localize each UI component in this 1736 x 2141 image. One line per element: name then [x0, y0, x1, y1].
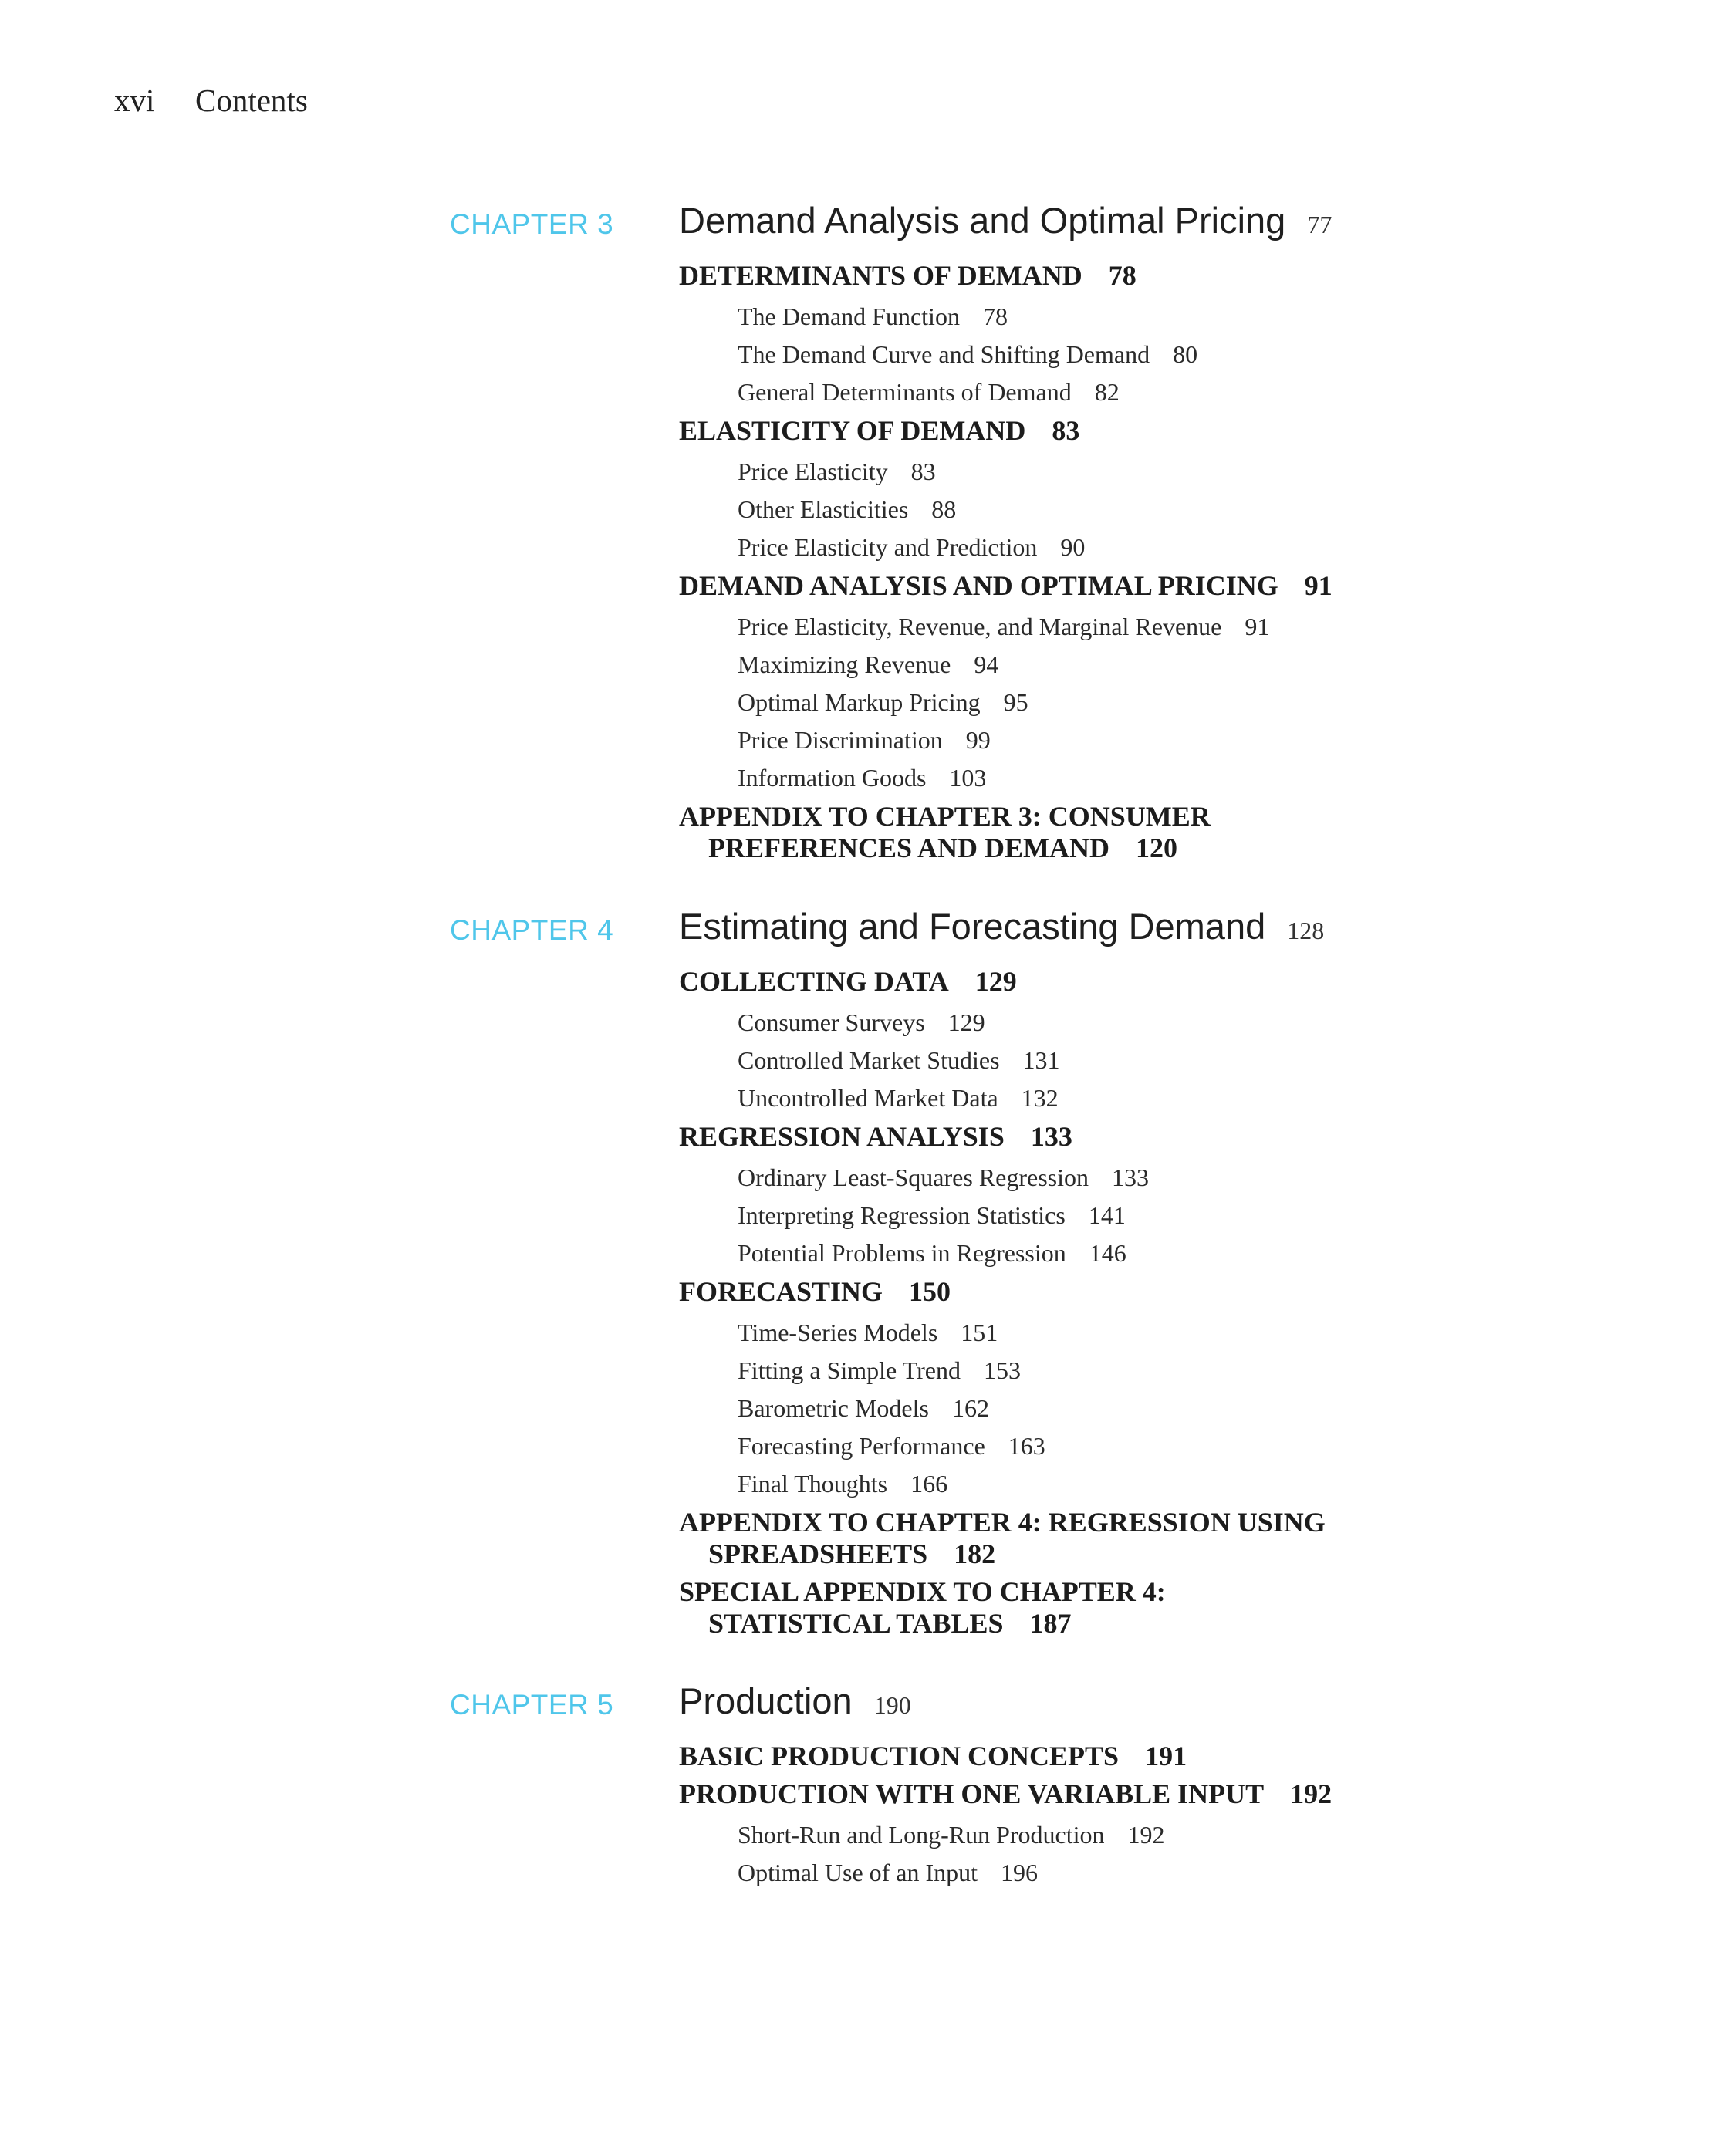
section-heading — [679, 1778, 1341, 1810]
topic-title: Price Discrimination — [738, 726, 943, 754]
chapter-content — [679, 905, 1682, 1646]
section-heading — [679, 1576, 1341, 1640]
topic-title: Time-Series Models — [738, 1319, 938, 1346]
section-title: FORECASTING — [679, 1276, 883, 1307]
topic-title: Maximizing Revenue — [738, 650, 951, 678]
topic-entry — [679, 1079, 1682, 1117]
section-page-number: 91 — [1304, 570, 1332, 601]
chapter-page-number: 128 — [1287, 917, 1325, 944]
topic-page-number: 80 — [1173, 340, 1198, 368]
topic-title: Controlled Market Studies — [738, 1046, 1000, 1074]
section-heading — [679, 570, 1341, 602]
topic-title: Price Elasticity and Prediction — [738, 533, 1038, 561]
topic-page-number: 83 — [910, 458, 936, 485]
section-title: PRODUCTION WITH ONE VARIABLE INPUT — [679, 1778, 1265, 1809]
topic-entry — [679, 528, 1682, 566]
topic-page-number: 153 — [983, 1356, 1021, 1384]
chapter-label: CHAPTER 4 — [450, 914, 614, 946]
topic-entry — [679, 1159, 1682, 1197]
topic-title: Price Elasticity — [738, 458, 888, 485]
topic-title: The Demand Curve and Shifting Demand — [738, 340, 1150, 368]
topic-entry — [679, 491, 1682, 528]
topic-title: Potential Problems in Regression — [738, 1239, 1066, 1267]
topic-title: Forecasting Performance — [738, 1432, 985, 1460]
section-page-number: 191 — [1145, 1741, 1187, 1771]
section-title: DETERMINANTS OF DEMAND — [679, 260, 1082, 291]
section-heading — [679, 1507, 1341, 1570]
topic-page-number: 103 — [949, 764, 987, 792]
topic-page-number: 151 — [961, 1319, 998, 1346]
topic-entry — [679, 453, 1682, 491]
section-page-number: 187 — [1029, 1608, 1072, 1639]
topic-page-number: 141 — [1088, 1201, 1126, 1229]
section-page-number: 133 — [1030, 1121, 1072, 1152]
section-title: COLLECTING DATA — [679, 966, 949, 997]
topic-title: Information Goods — [738, 764, 927, 792]
topic-entry — [679, 373, 1682, 411]
topic-entry — [679, 336, 1682, 373]
topic-entry — [679, 1197, 1682, 1234]
topic-entry — [679, 1234, 1682, 1272]
section-heading — [679, 1741, 1341, 1772]
section-heading — [679, 966, 1341, 998]
section-page-number: 83 — [1052, 415, 1080, 446]
topic-page-number: 88 — [931, 495, 957, 523]
topic-page-number: 192 — [1127, 1821, 1165, 1849]
topic-entry — [679, 1465, 1682, 1503]
topic-entry — [679, 1854, 1682, 1892]
section-heading — [679, 1121, 1341, 1153]
topic-entry — [679, 1352, 1682, 1390]
topic-entry — [679, 1042, 1682, 1079]
chapter-title-text: Estimating and Forecasting Demand — [679, 906, 1266, 947]
topic-page-number: 78 — [982, 302, 1008, 330]
topic-entry — [679, 1427, 1682, 1465]
section-heading — [679, 1276, 1341, 1308]
topic-title: Barometric Models — [738, 1394, 929, 1422]
topic-page-number: 131 — [1022, 1046, 1060, 1074]
topic-entry — [679, 759, 1682, 797]
topic-page-number: 95 — [1003, 688, 1028, 716]
topic-page-number: 162 — [951, 1394, 989, 1422]
chapter-title — [679, 1680, 1682, 1737]
topic-title: Short-Run and Long-Run Production — [738, 1821, 1105, 1849]
chapter-label: CHAPTER 5 — [450, 1689, 614, 1721]
topic-title: Consumer Surveys — [738, 1008, 925, 1036]
section-title: APPENDIX TO CHAPTER 3: CONSUMER PREFERENCES AND DEMAND — [679, 801, 1211, 863]
topic-page-number: 90 — [1060, 533, 1086, 561]
section-page-number: 182 — [954, 1538, 996, 1569]
topic-entry — [679, 298, 1682, 336]
topic-title: Optimal Use of an Input — [738, 1859, 978, 1886]
topic-title: Price Elasticity, Revenue, and Marginal Revenue — [738, 613, 1222, 640]
topic-page-number: 132 — [1021, 1084, 1059, 1112]
topic-title: Uncontrolled Market Data — [738, 1084, 998, 1112]
topic-page-number: 99 — [965, 726, 991, 754]
topic-entry — [679, 608, 1682, 646]
topic-title: Interpreting Regression Statistics — [738, 1201, 1066, 1229]
topic-entry — [679, 684, 1682, 721]
chapter-title-text: Demand Analysis and Optimal Pricing — [679, 200, 1286, 241]
chapter-page-number: 77 — [1307, 211, 1332, 238]
topic-entry — [679, 1314, 1682, 1352]
section-page-number: 120 — [1136, 832, 1178, 863]
section-heading — [679, 801, 1341, 864]
topic-page-number: 82 — [1094, 378, 1120, 406]
topic-page-number: 166 — [910, 1470, 948, 1498]
chapter-content — [679, 199, 1682, 870]
chapter-label: CHAPTER 3 — [450, 208, 614, 240]
topic-page-number: 94 — [974, 650, 999, 678]
section-title: DEMAND ANALYSIS AND OPTIMAL PRICING — [679, 570, 1278, 601]
topic-title: Other Elasticities — [738, 495, 909, 523]
section-heading — [679, 415, 1341, 447]
section-page-number: 192 — [1290, 1778, 1332, 1809]
section-title: ELASTICITY OF DEMAND — [679, 415, 1026, 446]
running-head — [114, 80, 308, 120]
section-title: APPENDIX TO CHAPTER 4: REGRESSION USING SPREADSHEETS — [679, 1507, 1326, 1569]
topic-title: Final Thoughts — [738, 1470, 888, 1498]
chapter-title-text: Production — [679, 1680, 853, 1721]
topic-title: Fitting a Simple Trend — [738, 1356, 961, 1384]
topic-entry — [679, 646, 1682, 684]
topic-entry — [679, 1816, 1682, 1854]
topic-page-number: 163 — [1008, 1432, 1045, 1460]
section-heading — [679, 260, 1341, 292]
topic-page-number: 196 — [1001, 1859, 1039, 1886]
topic-page-number: 146 — [1089, 1239, 1126, 1267]
section-page-number: 129 — [974, 966, 1017, 997]
topic-title: The Demand Function — [738, 302, 960, 330]
topic-entry — [679, 1390, 1682, 1427]
topic-entry — [679, 1004, 1682, 1042]
section-page-number: 78 — [1108, 260, 1137, 291]
chapter-content — [679, 1680, 1682, 1892]
chapter-page-number: 190 — [873, 1691, 911, 1719]
section-page-number: 150 — [909, 1276, 951, 1307]
section-title: REGRESSION ANALYSIS — [679, 1121, 1005, 1152]
topic-page-number: 129 — [947, 1008, 985, 1036]
page-folio: xvi — [114, 83, 155, 118]
section-title: SPECIAL APPENDIX TO CHAPTER 4: STATISTICAL TABLES — [679, 1576, 1166, 1639]
running-head-title: Contents — [195, 83, 308, 118]
topic-title: General Determinants of Demand — [738, 378, 1072, 406]
section-title: BASIC PRODUCTION CONCEPTS — [679, 1741, 1120, 1771]
chapter-title — [679, 905, 1682, 962]
topic-title: Optimal Markup Pricing — [738, 688, 981, 716]
chapter-title — [679, 199, 1682, 256]
topic-page-number: 91 — [1245, 613, 1270, 640]
topic-title: Ordinary Least-Squares Regression — [738, 1163, 1089, 1191]
topic-entry — [679, 721, 1682, 759]
topic-page-number: 133 — [1111, 1163, 1149, 1191]
